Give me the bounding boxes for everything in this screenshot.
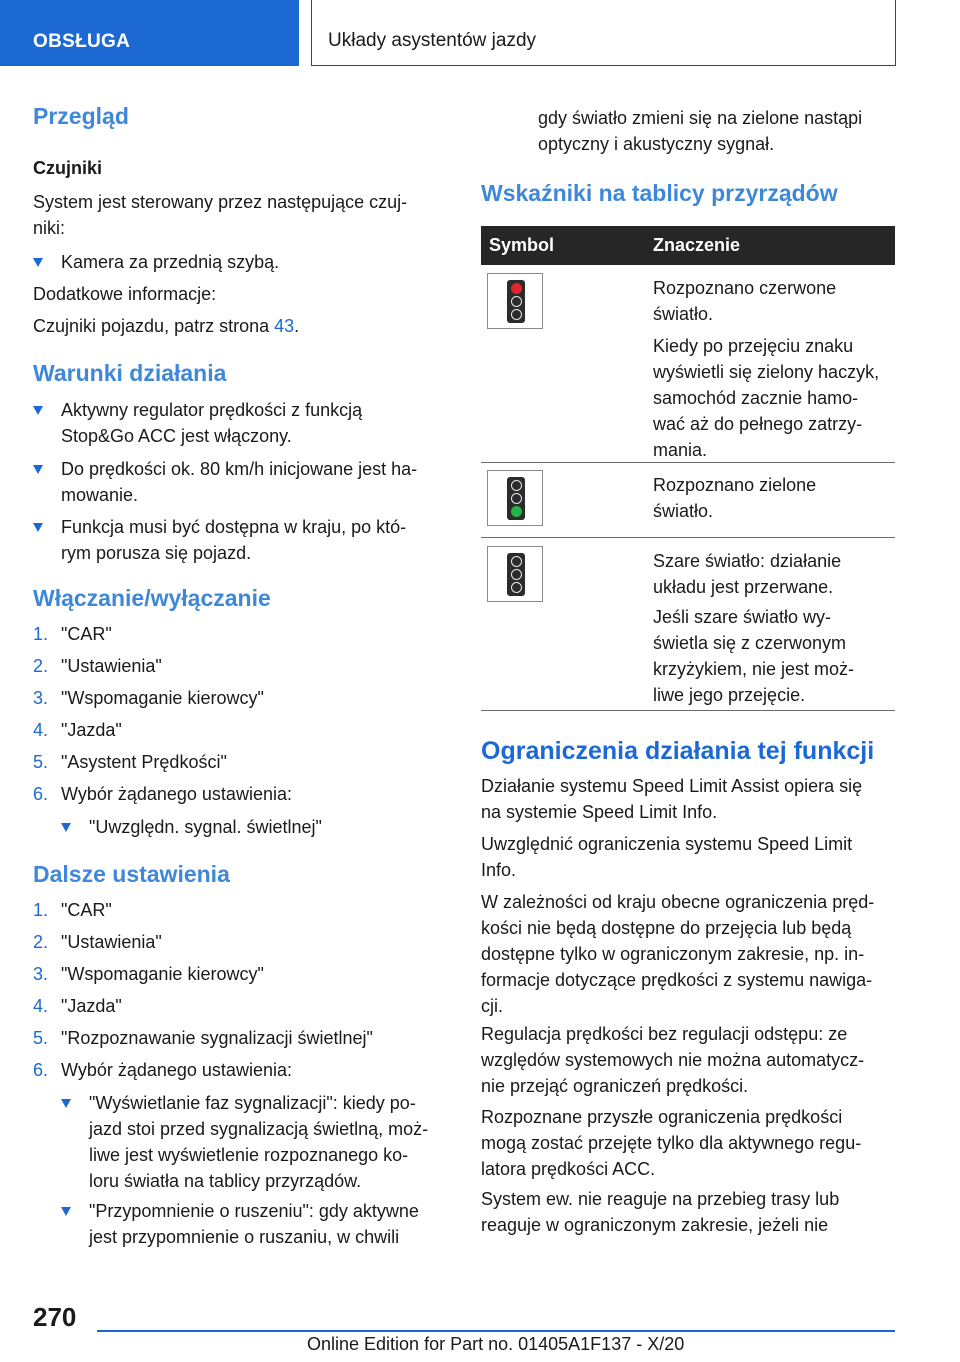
limits-paragraph: Regulacja prędkości bez regulacji odstępu: ze względów systemowych nie można automatycz- nie przejąć ograniczeń prędkości. — [481, 1024, 865, 1096]
sensors-text-line: System jest sterowany przez następujące czuj- — [33, 192, 408, 212]
continued-text-line: optyczny i akustyczny sygnał. — [538, 134, 775, 154]
sensors-reference: Czujniki pojazdu, patrz strona 43. — [33, 316, 300, 336]
bullet-triangle-icon — [33, 406, 43, 415]
col-meaning-header: Znaczenie — [653, 235, 741, 255]
traffic-light-red-icon — [487, 273, 543, 329]
sensors-heading: Czujniki — [33, 158, 103, 178]
indicators-heading: Wskaźniki na tablicy przyrządów — [481, 180, 838, 206]
footer-rule — [97, 1330, 895, 1332]
page-number: 270 — [33, 1302, 77, 1332]
table-row-divider — [481, 462, 895, 463]
conditions-heading: Warunki działania — [33, 360, 227, 386]
section-tab: OBSŁUGA — [0, 0, 299, 66]
traffic-light-grey-icon — [487, 546, 543, 602]
limits-heading: Ograniczenia działania tej funkcji — [481, 737, 875, 765]
table-header — [481, 226, 895, 265]
limits-paragraph: Działanie systemu Speed Limit Assist opiera się na systemie Speed Limit Info. — [481, 776, 863, 822]
chapter-title: Układy asystentów jazdy — [311, 0, 896, 66]
table-row-divider — [481, 537, 895, 538]
bullet-triangle-icon — [61, 1207, 71, 1216]
footer-edition: Online Edition for Part no. 01405A1F137 - X/20 — [307, 1334, 685, 1354]
table-cell-text: Szare światło: działanie układu jest przerwane. — [653, 551, 842, 597]
table-cell-text: Jeśli szare światło wy- świetla się z czerwonym krzyżykiem, nie jest moż- liwe jego przejęcie. — [653, 607, 855, 705]
further-settings-heading: Dalsze ustawienia — [33, 861, 230, 887]
overview-heading: Przegląd — [33, 103, 129, 129]
limits-paragraph: System ew. nie reaguje na przebieg trasy lub reaguje w ograniczonym zakresie, jeżeli nie — [481, 1189, 840, 1235]
continued-text-line: gdy światło zmieni się na zielone nastąpi — [538, 108, 863, 128]
bullet-triangle-icon — [33, 258, 43, 267]
col-symbol-header: Symbol — [489, 235, 555, 255]
page-link[interactable]: 43 — [274, 316, 295, 336]
bullet-triangle-icon — [61, 1099, 71, 1108]
table-bottom-line — [481, 710, 895, 711]
table-cell-text: Rozpoznano czerwone światło. — [653, 278, 837, 324]
more-info-label: Dodatkowe informacje: — [33, 284, 217, 304]
table-cell-text: Kiedy po przejęciu znaku wyświetli się zielony haczyk, samochód zacznie hamo- wać aż do pełnego zatrzy- mania. — [653, 336, 880, 460]
onoff-heading: Włączanie/wyłączanie — [33, 585, 271, 611]
bullet-triangle-icon — [33, 523, 43, 532]
limits-paragraph: W zależności od kraju obecne ograniczenia pręd- kości nie będą dostępne do przejęcia lub będą dostępne tylko w ograniczonym zakresie, np. in- formacje dotyczące prędkości z systemu nawiga- cji. — [481, 892, 875, 1016]
bullet-triangle-icon — [33, 465, 43, 474]
sensors-text-line: niki: — [33, 218, 66, 238]
traffic-light-green-icon — [487, 470, 543, 526]
table-cell-text: Rozpoznano zielone światło. — [653, 475, 817, 521]
limits-paragraph: Rozpoznane przyszłe ograniczenia prędkości mogą zostać przejęte tylko dla aktywnego regu- latora prędkości ACC. — [481, 1107, 862, 1179]
limits-paragraph: Uwzględnić ograniczenia systemu Speed Limit Info. — [481, 834, 853, 880]
bullet-triangle-icon — [61, 823, 71, 832]
